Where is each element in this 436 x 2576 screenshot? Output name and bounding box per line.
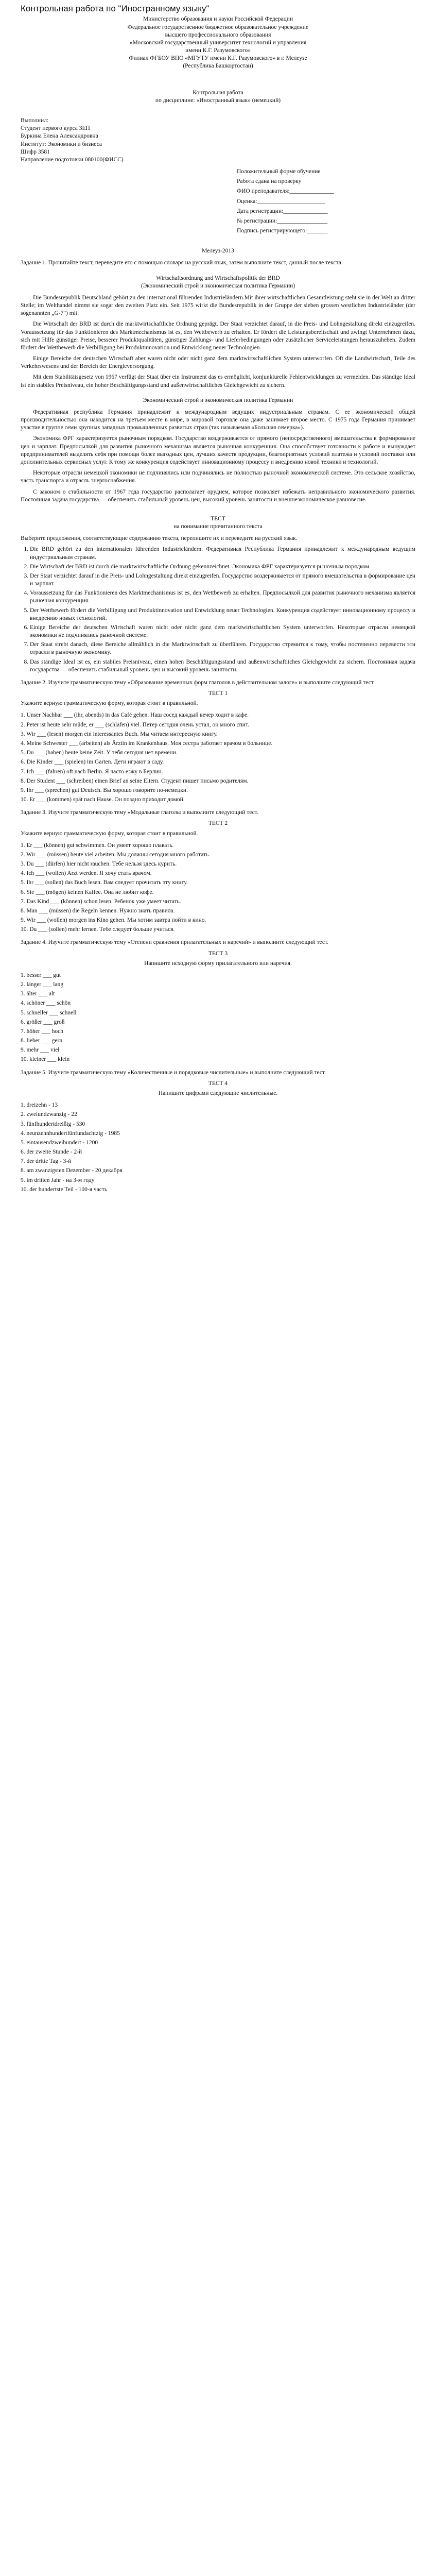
test4-item: 7. höher ___ hoch — [21, 1028, 64, 1035]
test2-item: 1. Unser Nachbar ___ (ihr, abends) in das Café gehen. Наш сосед каждый вечер ходит в кафе. — [21, 712, 249, 719]
test5-item: 8. am zwanzigsten Dezember - 20 декабря — [21, 1167, 123, 1174]
text1-subtitle: (Экономический строй и экономическая политика Германии) — [141, 282, 295, 289]
test-item: 1. Die BRD gehört zu den internationalen führenden Industrieländern. Федеративная Республика Германия принадлежит к международным ведущим индустриальным странам. — [30, 546, 415, 561]
test5-title: ТЕСТ 4 — [208, 1080, 228, 1087]
test2-item: 10. Er ___ (kommen) spät nach Hause. Он поздно приходит домой. — [21, 796, 185, 803]
header-line: Федеральное государственное бюджетное образовательное учреждение — [127, 24, 309, 30]
test-title: ТЕСТ — [211, 515, 225, 522]
signoff-line: № регистрации:_________________ — [237, 217, 328, 224]
student-line: Институт: Экономики и бизнеса — [21, 141, 102, 147]
document-page — [0, 0, 436, 1211]
test-item: 5. Der Wettbewerb fördert die Verbilligung und Produktinnovation und Entwicklung neuer Technologien. Конкуренция содействует инновационному процессу и внедрению новых технологий. — [30, 607, 415, 622]
student-line: Буркина Елена Александровна — [21, 133, 98, 140]
header-line: Министерство образования и науки Российской Федерации — [143, 16, 293, 23]
test5-list — [21, 1101, 415, 1194]
test4-list — [21, 972, 415, 1064]
test2-item: 4. Meine Schwester ___ (arbeiten) als Ärztin im Krankenhaus. Моя сестра работает врачом в больнице. — [21, 740, 273, 747]
test4-item: 1. besser ___ gut — [21, 972, 61, 978]
test-item: 3. Der Staat verzichtet darauf in die Preis- und Lohngestaltung direkt einzugreifen. Государство воздерживается от прямого вмешательства в формирование цен и зарплат. — [30, 572, 415, 588]
signoff-block — [237, 168, 415, 235]
russian-paragraph: Федеративная республика Германия принадлежит к международным ведущих индустриальным странам. С ее экономической общей производительностью она находится на третьем месте в мире, в мировой торговле она даже занимает второе место. С 1975 года Германия принимает участие в группе семи крупных западных промышленных развитых стран (так называемая «Большая семерка»). — [21, 409, 415, 431]
test5-item: 9. im dritten Jahr - на 3-м году — [21, 1177, 95, 1183]
signoff-line: Работа сдана на проверку — [237, 178, 302, 185]
test-item: 2. Die Wirtschaft der BRD ist durch die marktwirtschaftliche Ordnung gekennzeichnet. Экономика ФРГ характеризуется рыночным порядком. — [30, 563, 415, 571]
test3-item: 9. Wir ___ (wollen) morgen ins Kino gehen. Мы хотим завтра пойти в кино. — [21, 917, 206, 924]
document-title: Контрольная работа по "Иностранному языку" — [21, 4, 210, 13]
test3-item: 8. Man ___ (müssen) die Regeln kennen. Нужно знать правила. — [21, 907, 175, 914]
test-intro: Выберите предложения, соответствующие содержанию текста, перепишите их и переведите на русский язык. — [21, 535, 298, 542]
test5-item: 7. der dritte Tag - 3-й — [21, 1158, 72, 1165]
task5-intro: Задание 5. Изучите грамматическую тему «Количественные и порядковые числительные» и выполните следующий тест. — [21, 1069, 326, 1076]
test4-subtitle: Напишите исходную форму прилагательного или наречия. — [144, 960, 292, 967]
test-list — [21, 546, 415, 674]
header-line: (Республика Башкортостан) — [183, 63, 253, 70]
test4-item: 3. älter ___ alt — [21, 991, 55, 997]
test4-item: 2. länger ___ lang — [21, 981, 64, 988]
student-line: Студент первого курса ЗЕП — [21, 125, 90, 132]
test-item: 6. Einige Bereiche der deutschen Wirtschaft waren nicht oder nicht ganz dem marktwirtschaftlichen System unterworfen. Некоторые отрасли немецкой экономики не подчинялись рыночной системе. — [30, 624, 415, 639]
test4-item: 8. lieber ___ gern — [21, 1038, 63, 1044]
test2-item: 3. Wir ___ (lesen) morgen ein interessantes Buch. Мы читаем интересную книгу. — [21, 731, 218, 737]
test-item: 8. Das ständige Ideal ist es, ein stabiles Preisniveau, einen hohen Beschäftigungsstand und außenwirtschaftliches Gleichgewicht zu sichern. Постоянная задача государства — обеспечить стабильный уровень цен и высокий уровень занятости. — [30, 658, 415, 674]
student-line: Направление подготовки 080100(ФИСС) — [21, 156, 124, 163]
test3-list — [21, 842, 415, 934]
test2-item: 7. Ich ___ (fahren) oft nach Berlin. Я часто езжу в Берлин. — [21, 768, 163, 775]
signoff-line: Положительный форме обучение — [237, 168, 321, 175]
header-line: Филиал ФГБОУ ВПО «МГУТУ имени К.Г. Разумовского» в г. Мелеузе — [129, 55, 307, 62]
test-item: 7. Der Staat strebt danach, diese Bereiche allmählich in die Marktwirtschaft zu überführen. Государство стремится к тому, чтобы постепенно перевести эти отрасли в рыночную экономику. — [30, 641, 415, 656]
test-subtitle: на понимание прочитанного текста — [173, 523, 263, 530]
test4-title: ТЕСТ 3 — [208, 950, 228, 957]
task4-intro: Задание 4. Изучите грамматическую тему «Степени сравнения прилагательных и наречий» и выполните следующий тест. — [21, 939, 329, 946]
work-title-line: по дисциплине: «Иностранный язык» (немецкий) — [155, 97, 281, 104]
header-line: имени К.Г. Разумовского» — [185, 47, 251, 54]
test4-item: 4. schöner ___ schön — [21, 1000, 71, 1007]
student-line: Выполнил: — [21, 117, 49, 124]
german-paragraph: Die Bundesrepublik Deutschland gehört zu den international führenden Industrieländern.Mit ihrer wirtschaftlichen Gesamtleistung steht sie in der Welt an dritter Stelle; im Welthandel nimmt sie sogar den zweiten Platz ein. Seit 1975 wirkt die Bundesrepublik in der Gruppe der sieben grossen westlichen Industrieländer (der sogenannten „G-7") mit. — [21, 294, 415, 317]
test4-item: 9. mehr ___ viel — [21, 1047, 60, 1054]
test3-item: 5. Ihr ___ (sollen) das Buch lesen. Вам следует прочитать эту книгу. — [21, 879, 188, 886]
signoff-line: Подпись регистрирующего:_______ — [237, 228, 328, 234]
test3-item: 4. Ich ___ (wollen) Arzt werden. Я хочу стать врачом. — [21, 870, 152, 877]
russian-paragraph: Экономика ФРГ характеризуется рыночным порядком. Государство воздерживается от прямого (непосредственного) вмешательства в формирование цен и зарплат. Предпосылкой для развития рыночного механизма является рыночная конкуренция. Она способствует готовности к работе и вынуждает предпринимателей выделять себя при помощи более выгодных цен, лучших качеств продукции, благоприятных условий платежа и условий поставки или дополнительных сервисных услуг. К тому же конкуренция содействует инновационному процессу и внедрению новой техники и технологий. — [21, 435, 415, 465]
test5-item: 2. zweiundzwanzig - 22 — [21, 1111, 77, 1118]
test5-item: 5. eintausendzweihundert - 1200 — [21, 1139, 98, 1146]
header-block — [21, 15, 415, 70]
signoff-line: Дата регистрации:_______________ — [237, 208, 328, 214]
german-paragraph: Einige Bereiche der deutschen Wirtschaft aber waren nicht oder nicht ganz dem marktwirtschaftlichen System unterworfen. Oft die Landwirtschaft, Teile des Verkehrswesens und der Bereich der Energieversorgung. — [21, 355, 415, 370]
test3-item: 1. Er ___ (können) gut schwimmen. Он умеет хорошо плавать. — [21, 842, 174, 849]
work-title — [21, 89, 415, 105]
test3-item: 3. Du ___ (dürfen) hier nicht rauchen. Тебе нельзя здесь курить. — [21, 861, 177, 868]
test3-title: ТЕСТ 2 — [208, 820, 228, 827]
test3-item: 7. Das Kind ___ (können) schon lesen. Ребенок уже умеет читать. — [21, 898, 181, 905]
test5-subtitle: Напишите цифрами следующие числительные. — [158, 1090, 278, 1096]
test5-item: 3. fünfhundertdreißig - 530 — [21, 1121, 85, 1127]
test2-subtitle: Укажите верную грамматическую форму, которая стоит в правильной. — [21, 700, 198, 707]
header-line: высшего профессионального образования — [165, 31, 271, 38]
test4-item: 5. schneller ___ schnell — [21, 1009, 77, 1016]
russian-paragraph: С законом о стабильности от 1967 года государство располагает орудием, которое позволяет избежать неправильного экономического развития. Постоянная задача государства — обеспечить стабильный уровень цен, высокий уровень занятости и внешнеэкономическое равновесие. — [21, 488, 415, 503]
student-block — [21, 117, 415, 164]
test5-item: 1. dreizehn - 13 — [21, 1102, 58, 1109]
test2-item: 9. Ihr ___ (sprechen) gut Deutsch. Вы хорошо говорите по-немецки. — [21, 787, 188, 793]
test2-item: 5. Du ___ (haben) heute keine Zeit. У тебя сегодня нет времени. — [21, 750, 178, 756]
test3-item: 2. Wir ___ (müssen) heute viel arbeiten. Мы должны сегодня много работать. — [21, 851, 211, 858]
test2-item: 6. Die Kinder ___ (spielen) im Garten. Дети играют в саду. — [21, 759, 164, 766]
work-title-line: Контрольная работа — [193, 89, 243, 96]
signoff-line: ФИО преподавателя:_______________ — [237, 188, 334, 195]
test5-item: 6. der zweite Stunde - 2-й — [21, 1149, 82, 1156]
task2-intro: Задание 2. Изучите грамматическую тему «Образование временных форм глаголов в действительном залоге» и выполните следующий тест. — [21, 679, 375, 686]
text1-ru-title: Экономический строй и экономическая политика Германии — [143, 397, 293, 403]
test4-item: 10. kleiner ___ klein — [21, 1056, 70, 1063]
german-paragraph: Mit dem Stabilitätsgesetz von 1967 verfügt der Staat über ein Instrument das es ermöglicht, konjunkturelle Fehlentwicklungen zu vermeiden. Das ständige Ideal ist ein stabiles Preisniveau, ein hoher Beschäftigungsstand und außenwirtschaftliches Gleichgewicht zu sichern. — [21, 374, 415, 388]
test3-subtitle: Укажите верную грамматическую форму, которая стоит в правильной. — [21, 830, 198, 837]
test-item: 4. Voraussetzung für das Funktionieren des Marktmechanismus ist es, den Wettbewerb zu erhalten. Предпосылкой для развития рыночного механизма является рыночная конкуренция. — [30, 589, 415, 605]
signoff-line: Оценка:_______________________ — [237, 198, 325, 205]
test5-item: 10. der hundertste Teil - 100-я часть — [21, 1186, 108, 1193]
test2-item: 8. Der Student ___ (schreiben) einen Brief an seine Eltern. Студент пишет письмо родителям. — [21, 777, 249, 784]
task1-intro: Задание 1. Прочитайте текст, переведите его с помощью словаря на русский язык, затем выполните текст, данный после текста. — [21, 260, 343, 266]
russian-paragraph: Некоторые отрасли немецкой экономики не подчинялись или подчинялись не полностью рыночной экономической системе. Это сельское хозяйство, часть транспорта и отрасль энергоснабжения. — [21, 470, 415, 484]
test3-item: 10. Du ___ (sollen) mehr lernen. Тебе следует больше учиться. — [21, 926, 175, 933]
student-line: Шифр 3581 — [21, 148, 50, 155]
test3-item: 6. Sie ___ (mögen) keinen Kaffee. Она не любит кофе. — [21, 889, 154, 895]
header-line: «Московский государственный университет технологий и управления — [129, 39, 307, 46]
test2-item: 2. Peter ist heute sehr müde, er ___ (schlafen) viel. Петер сегодня очень устал, он много спит. — [21, 721, 249, 728]
german-paragraph: Die Wirtschaft der BRD ist durch die marktwirtschaftliche Ordnung geprägt. Der Staat verzichtet darauf, in die Preis- und Lohngestaltung direkt einzugreifen. Voraussetzung für das Funktionieren des Marktmechanismus ist es, den Wettbewerb zu erhalten. Er fördert die Leistungsbereitschaft und zwingt Unternehmen dazu, sich mit Hilfe günstiger Preise, besserer Produktqualitäten, günstiger Zahlungs- und Lieferbedingungen oder zusätzlicher Serviceleistungen herauszuheben. Zudem fördert der Wettbewerb die Verbilligung bei Produktinnovation und Entwicklung neuer Technologien. — [21, 321, 415, 351]
test2-list — [21, 711, 415, 804]
city-year: Мелеуз-2013 — [202, 248, 234, 255]
test2-title: ТЕСТ 1 — [208, 690, 228, 697]
task3-intro: Задание 3. Изучите грамматическую тему «Модальные глаголы и выполните следующий тест. — [21, 809, 258, 816]
test4-item: 6. größer ___ groß — [21, 1019, 65, 1025]
text1-title: Wirtschaftsordnung und Wirtschaftspolitik der BRD — [156, 275, 280, 281]
test5-item: 4. neunzehnhundertfünfundachtzig - 1985 — [21, 1130, 120, 1137]
